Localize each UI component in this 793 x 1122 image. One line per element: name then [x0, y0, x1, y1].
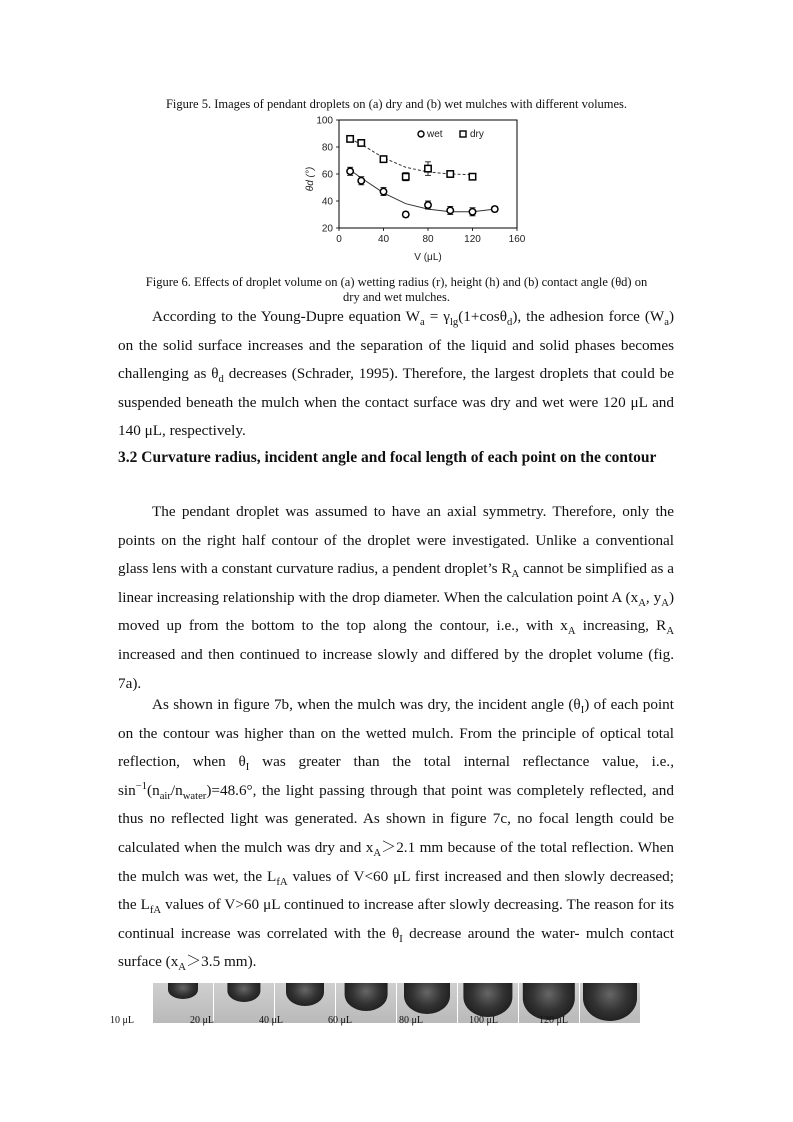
wet-point — [447, 207, 453, 213]
pendant-droplet — [404, 983, 450, 1014]
pendant-droplet — [583, 983, 637, 1021]
droplet-volume-label: 80 μL — [399, 1015, 423, 1026]
wet-point — [403, 211, 409, 217]
wet-point — [380, 188, 386, 194]
legend-dry-marker — [460, 131, 466, 137]
y-tick-label: 20 — [321, 223, 333, 235]
droplet-volume-label: 10 μL — [110, 1015, 134, 1026]
pendant-droplet — [345, 983, 388, 1011]
wet-point — [469, 209, 475, 215]
y-tick-label: 80 — [321, 142, 333, 154]
y-tick-label: 40 — [321, 196, 333, 208]
legend-wet-marker — [418, 131, 424, 137]
droplet-volume-label: 20 μL — [190, 1015, 214, 1026]
droplet-volume-label: 100 μL — [469, 1015, 498, 1026]
y-axis-label: θd (°) — [305, 166, 316, 192]
paragraph-curvature-radius: The pendant droplet was assumed to have an axial symmetry. Therefore, only the points on the right half contour of the droplet were investigated. Unlike a conventional glass lens with a constant curvature radius, a pendent droplet’s $R_A$ cannot be simplified as a linear increasing relationship with the drop diameter. When the calculation point A ($x_A$, $y_A$) moved up from the bottom to the top along the contour, i.e., with $x_A$ increasing, $R_A$ increased and then continued to increase slowly and differed by the droplet volume (fig. 7a). — [118, 503, 675, 692]
legend-dry-label: dry — [470, 129, 484, 140]
droplet-volume-label: 120 μL — [539, 1015, 568, 1026]
figure-6-caption — [100, 275, 693, 305]
x-tick-label: 0 — [336, 234, 342, 245]
figure-5-caption: Figure 5. Images of pendant droplets on (a) dry and (b) wet mulches with different volumes. — [165, 97, 628, 111]
contact-angle-chart — [300, 112, 540, 264]
droplet-image-8 — [580, 983, 641, 1023]
dry-point — [425, 165, 431, 171]
dry-point — [347, 136, 353, 142]
section-heading-3-2: 3.2 Curvature radius, incident angle and focal length of each point on the contour — [118, 449, 657, 466]
y-tick-label: 100 — [316, 115, 333, 127]
x-tick-label: 120 — [464, 234, 481, 245]
droplet-volume-label: 60 μL — [328, 1015, 352, 1026]
wet-point — [425, 202, 431, 208]
dry-point — [358, 140, 364, 146]
dry-point — [469, 174, 475, 180]
x-axis-label: V (μL) — [414, 252, 442, 263]
pendant-droplet — [168, 983, 198, 999]
legend-wet-label: wet — [427, 129, 443, 140]
dry-point — [447, 171, 453, 177]
dry-point — [403, 174, 409, 180]
pendant-droplet — [286, 983, 324, 1006]
x-tick-label: 40 — [377, 234, 390, 245]
pendant-droplet — [463, 983, 512, 1017]
figure-6-caption-line-1: Figure 6. Effects of droplet volume on (a) wetting radius (r), height (h) and (b) contact angle (θd) on — [145, 275, 648, 289]
pendant-droplet — [227, 983, 260, 1002]
paragraph-incident-angle: As shown in figure 7b, when the mulch was dry, the incident angle $(\theta_I)$ of each point on the contour was higher than on the wetted mulch. From the principle of optical total reflection, when $\theta_I$ was greater than the total internal reflectance value, i.e., $\sin^{-1}(n_{air}/n_{water})=48.6^\circ$, the light passing through that point was completely reflected, and thus no reflected light was generated. As shown in figure 7c, no focal length could be calculated when the mulch was dry and $x_A>2.1$ mm because of the total reflection. When the mulch was wet, the $L_{fA}$ values of V<60 μL first increased and then slowly decreased; the $L_{fA}$ values of V>60 μL continued to increase after slowly decreasing. The reason for its continual increase was correlated with the $\theta_I$ decrease around the water- mulch contact surface ($x_A>3.5$ mm). — [118, 696, 675, 974]
paragraph-young-dupre: According to the Young-Dupre equation $W_a = \gamma_{lg}(1+\cos\theta_d)$, the adhesion force $(W_a)$ on the solid surface increases and the separation of the liquid and solid phases becomes challenging as $\theta_d$ decreases (Schrader, 1995). Therefore, the largest droplets that could be suspended beneath the mulch when the contact surface was dry and wet were 120 μL and 140 μL, respectively. — [118, 308, 674, 440]
figure-6-caption-line-2: dry and wet mulches. — [343, 290, 450, 304]
droplet-volume-label: 40 μL — [259, 1015, 283, 1026]
x-tick-label: 160 — [508, 234, 526, 245]
wet-point — [358, 178, 364, 184]
wet-point — [492, 206, 498, 212]
wet-point — [347, 168, 353, 174]
x-tick-label: 80 — [422, 234, 434, 245]
dry-point — [380, 156, 386, 162]
droplet-image-3 — [275, 983, 336, 1023]
dry-trend-line — [350, 139, 472, 175]
y-tick-label: 60 — [321, 169, 333, 181]
